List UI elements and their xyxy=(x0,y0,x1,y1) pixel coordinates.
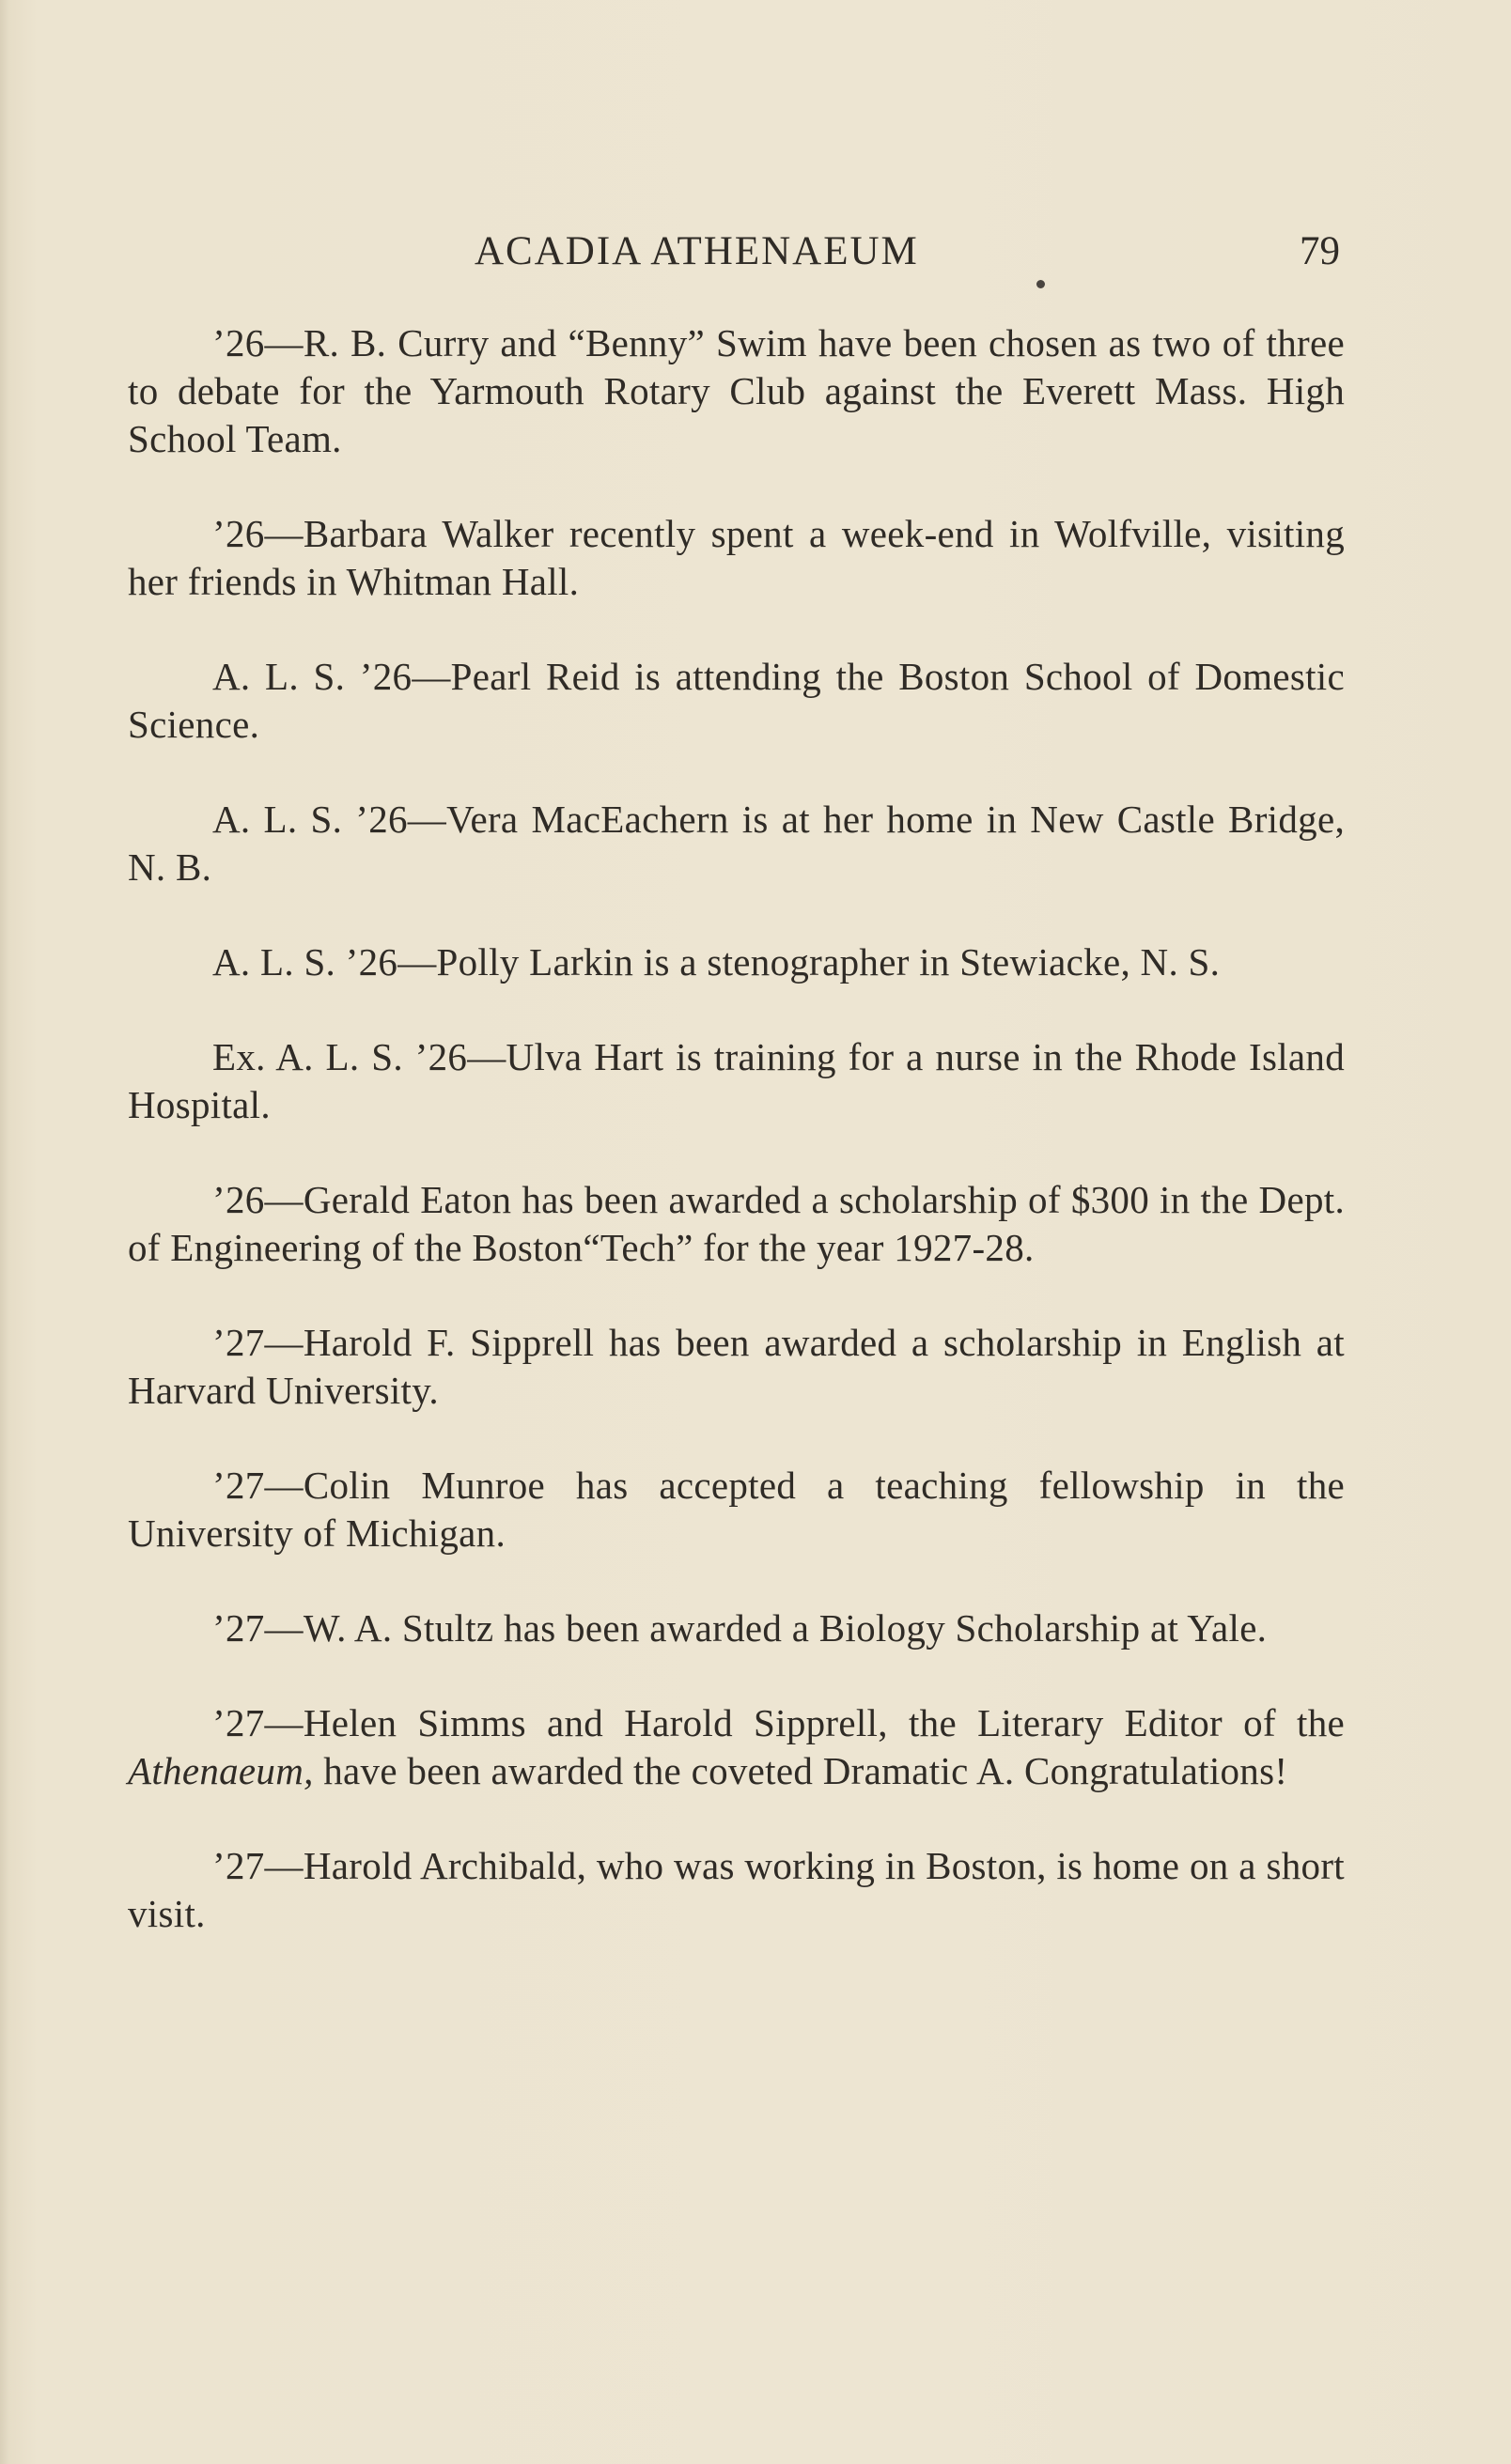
page-number: 79 xyxy=(1300,229,1340,273)
publication-title: Athenaeum, xyxy=(128,1749,314,1792)
note-entry: ’27—Colin Munroe has accepted a teaching fellowship in the University of Michigan. xyxy=(128,1464,1345,1555)
note-entry: ’26—Barbara Walker recently spent a week-end in Wolfville, visiting her friends in Whitman Hall. xyxy=(128,512,1345,603)
page-header xyxy=(0,224,1511,280)
note-entry: ’26—Gerald Eaton has been awarded a scholarship of $300 in the Dept. of Engineering of the Boston“Tech” for the year 1927-28. xyxy=(128,1178,1345,1269)
note-entry xyxy=(128,1699,1345,1795)
note-entry: ’27—Harold F. Sipprell has been awarded a scholarship in English at Harvard University. xyxy=(128,1321,1345,1412)
note-entry: ’26—R. B. Curry and “Benny” Swim have been chosen as two of three to debate for the Yarmouth Rotary Club against the Everett Mass. High School Team. xyxy=(128,321,1345,460)
note-entry: Ex. A. L. S. ’26—Ulva Hart is training for a nurse in the Rhode Island Hospital. xyxy=(128,1035,1345,1126)
note-entry: A. L. S. ’26—Pearl Reid is attending the Boston School of Domestic Science. xyxy=(128,655,1345,746)
note-entry: A. L. S. ’26—Polly Larkin is a stenographer in Stewiacke, N. S. xyxy=(212,940,1221,984)
alumni-notes xyxy=(128,319,1345,1938)
running-title: ACADIA ATHENAEUM xyxy=(475,229,919,273)
note-entry: A. L. S. ’26—Vera MacEachern is at her home in New Castle Bridge, N. B. xyxy=(128,798,1345,889)
note-text: have been awarded the coveted Dramatic A. Congratulations! xyxy=(313,1749,1288,1792)
note-entry: ’27—W. A. Stultz has been awarded a Biology Scholarship at Yale. xyxy=(212,1606,1268,1650)
note-text: ’27—Helen Simms and Harold Sipprell, the Literary Editor of the xyxy=(212,1701,1345,1744)
note-entry: ’27—Harold Archibald, who was working in Boston, is home on a short visit. xyxy=(128,1844,1345,1935)
ink-dot xyxy=(1036,280,1045,288)
